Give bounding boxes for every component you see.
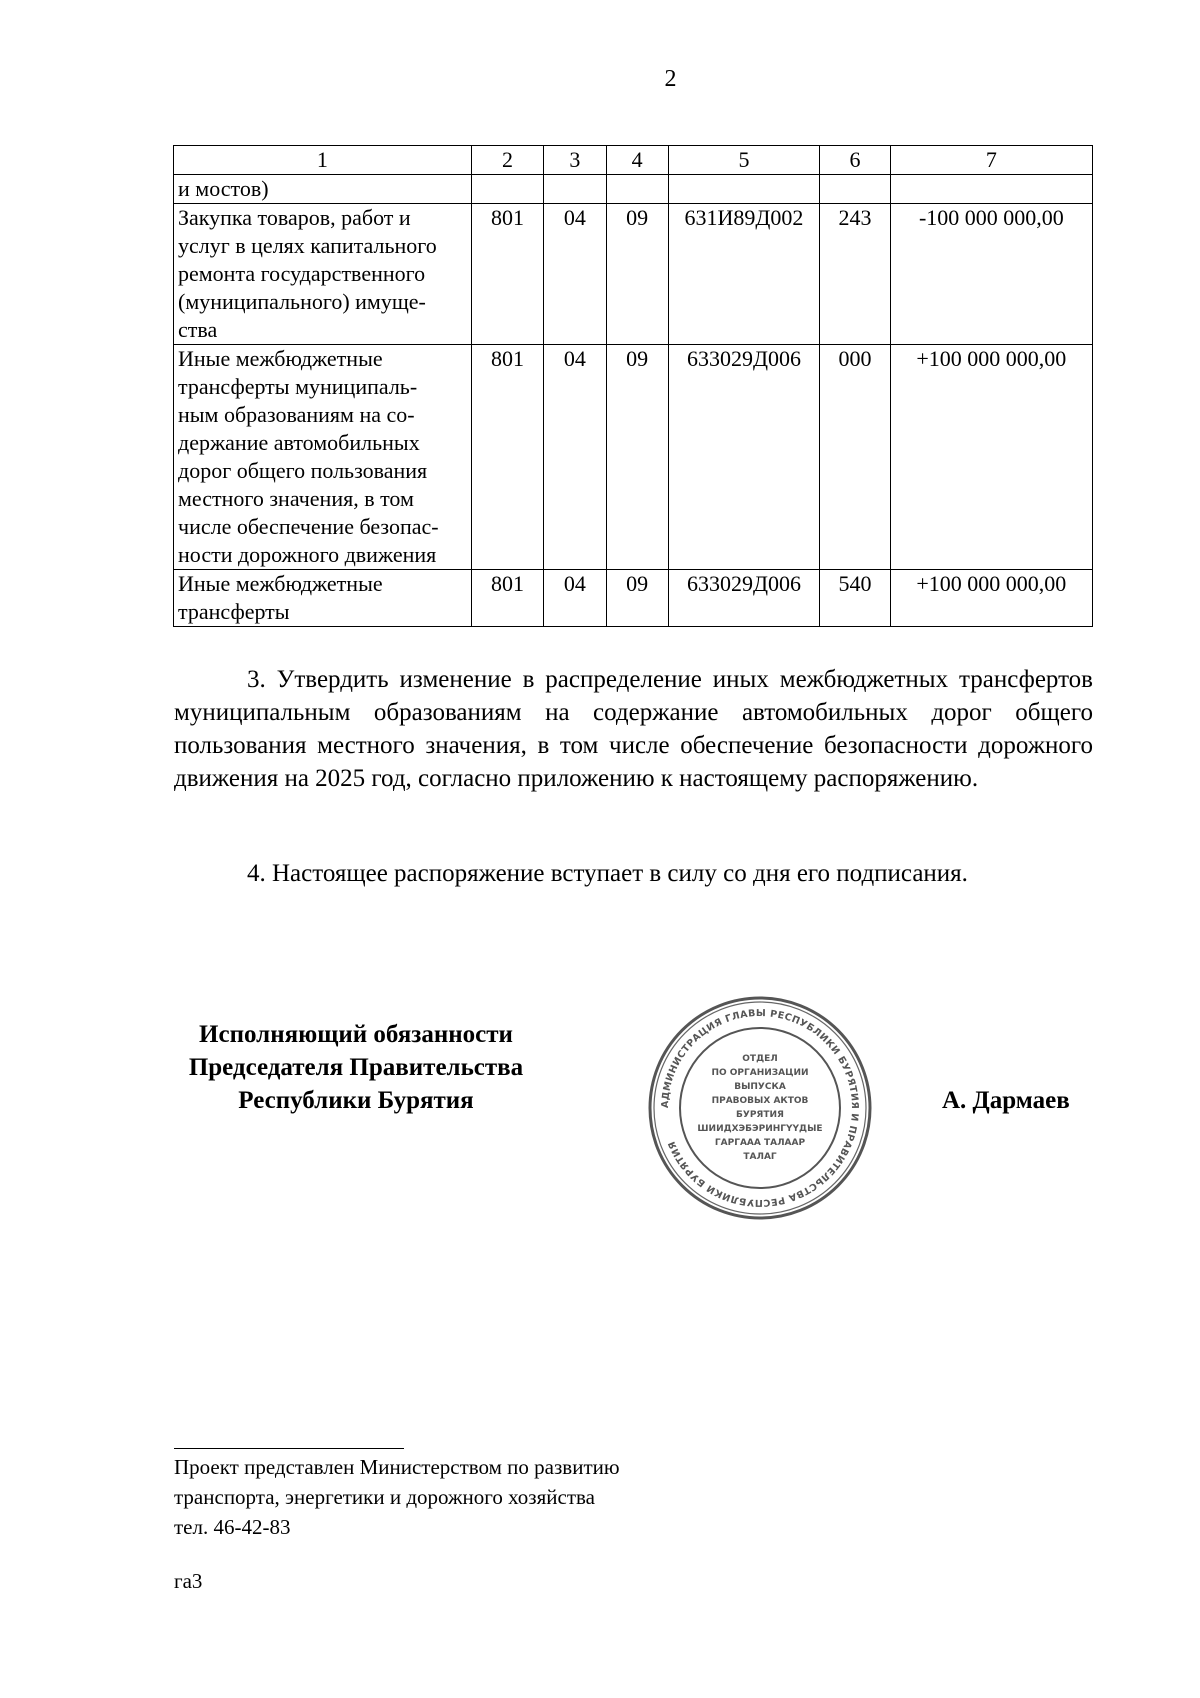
cell-subsection: 09 (606, 570, 668, 627)
continuation-cell: и мостов) (174, 175, 472, 204)
table-header-cell: 6 (820, 146, 891, 175)
svg-text:ГАРГААА ТАЛААР: ГАРГААА ТАЛААР (714, 1138, 806, 1148)
table-header-row (174, 146, 1093, 175)
row-description: Иные межбюджетные трансферты (174, 570, 472, 627)
cell-expense-type: 000 (820, 345, 891, 570)
table-header-cell: 3 (544, 146, 606, 175)
svg-text:ШИИДХЭБЭРИНГҮҮДЫЕ: ШИИДХЭБЭРИНГҮҮДЫЕ (697, 1124, 823, 1134)
paragraph-4: 4. Настоящее распоряжение вступает в силу со дня его подписания. (247, 860, 968, 887)
table-row (174, 570, 1093, 627)
table-row-continuation (174, 175, 1093, 204)
table-row (174, 204, 1093, 345)
cell-amount: +100 000 000,00 (890, 570, 1092, 627)
cell-ministry: 801 (471, 345, 544, 570)
svg-text:ПРАВОВЫХ АКТОВ: ПРАВОВЫХ АКТОВ (711, 1096, 809, 1106)
cell-expense-type: 540 (820, 570, 891, 627)
footnote: Проект представлен Министерством по развитию транспорта, энергетики и дорожного хозяйства тел. 46-42-83 (174, 1455, 620, 1539)
footnote-divider (174, 1448, 404, 1449)
svg-text:БУРЯТИЯ: БУРЯТИЯ (736, 1110, 784, 1120)
row-description: Иные межбюджетные трансферты муниципаль- ным образованиям на со- держание автомобильных дорог общего пользования местного значения, в том числе обеспечение безопас- ности дорожного движения (174, 345, 472, 570)
cell-ministry: 801 (471, 204, 544, 345)
signatory-title: Исполняющий обязанности Председателя Правительства Республики Бурятия (188, 1021, 524, 1114)
cell-target-article: 633029Д006 (668, 570, 819, 627)
table-header-cell: 2 (471, 146, 544, 175)
cell-amount: +100 000 000,00 (890, 345, 1092, 570)
svg-text:АДМИНИСТРАЦИЯ ГЛАВЫ РЕСПУБЛИКИ (660, 1008, 860, 1208)
svg-text:ПО ОРГАНИЗАЦИИ: ПО ОРГАНИЗАЦИИ (711, 1068, 809, 1078)
signatory-name: А. Дармаев (942, 1087, 1070, 1114)
cell-section: 04 (544, 204, 606, 345)
stamp-ring-text: АДМИНИСТРАЦИЯ ГЛАВЫ РЕСПУБЛИКИ БУРЯТИЯ И ПРАВИТЕЛЬСТВА РЕСПУБЛИКИ БУРЯТИЯ (659, 1007, 861, 1209)
row-description: Закупка товаров, работ и услуг в целях капитального ремонта государственного (муниципального) имуще- ства (174, 204, 472, 345)
cell-section: 04 (544, 570, 606, 627)
cell-subsection: 09 (606, 345, 668, 570)
cell-amount: -100 000 000,00 (890, 204, 1092, 345)
svg-text:ОТДЕЛ: ОТДЕЛ (742, 1054, 778, 1064)
cell-subsection: 09 (606, 204, 668, 345)
cell-section: 04 (544, 345, 606, 570)
cell-expense-type: 243 (820, 204, 891, 345)
table-header-cell: 5 (668, 146, 819, 175)
cell-target-article: 631И89Д002 (668, 204, 819, 345)
cell-ministry: 801 (471, 570, 544, 627)
official-stamp-icon (647, 995, 873, 1221)
table-header-cell: 1 (174, 146, 472, 175)
cell-target-article: 633029Д006 (668, 345, 819, 570)
page-number: 2 (664, 66, 677, 92)
budget-table (173, 145, 1093, 627)
table-header-cell: 4 (606, 146, 668, 175)
table-header-cell: 7 (890, 146, 1092, 175)
table-row (174, 345, 1093, 570)
document-code: га3 (174, 1569, 203, 1593)
paragraph-3: 3. Утвердить изменение в распределение иных межбюджетных трансфертов муниципальным образованиям на содержание автомобильных дорог общего пользования местного значения, в том числе обеспечение безопасности дорожного движения на 2025 год, согласно приложению к настоящему распоряжению. (174, 666, 1093, 792)
svg-text:ТАЛАГ: ТАЛАГ (743, 1152, 777, 1162)
svg-text:ВЫПУСКА: ВЫПУСКА (734, 1082, 786, 1092)
